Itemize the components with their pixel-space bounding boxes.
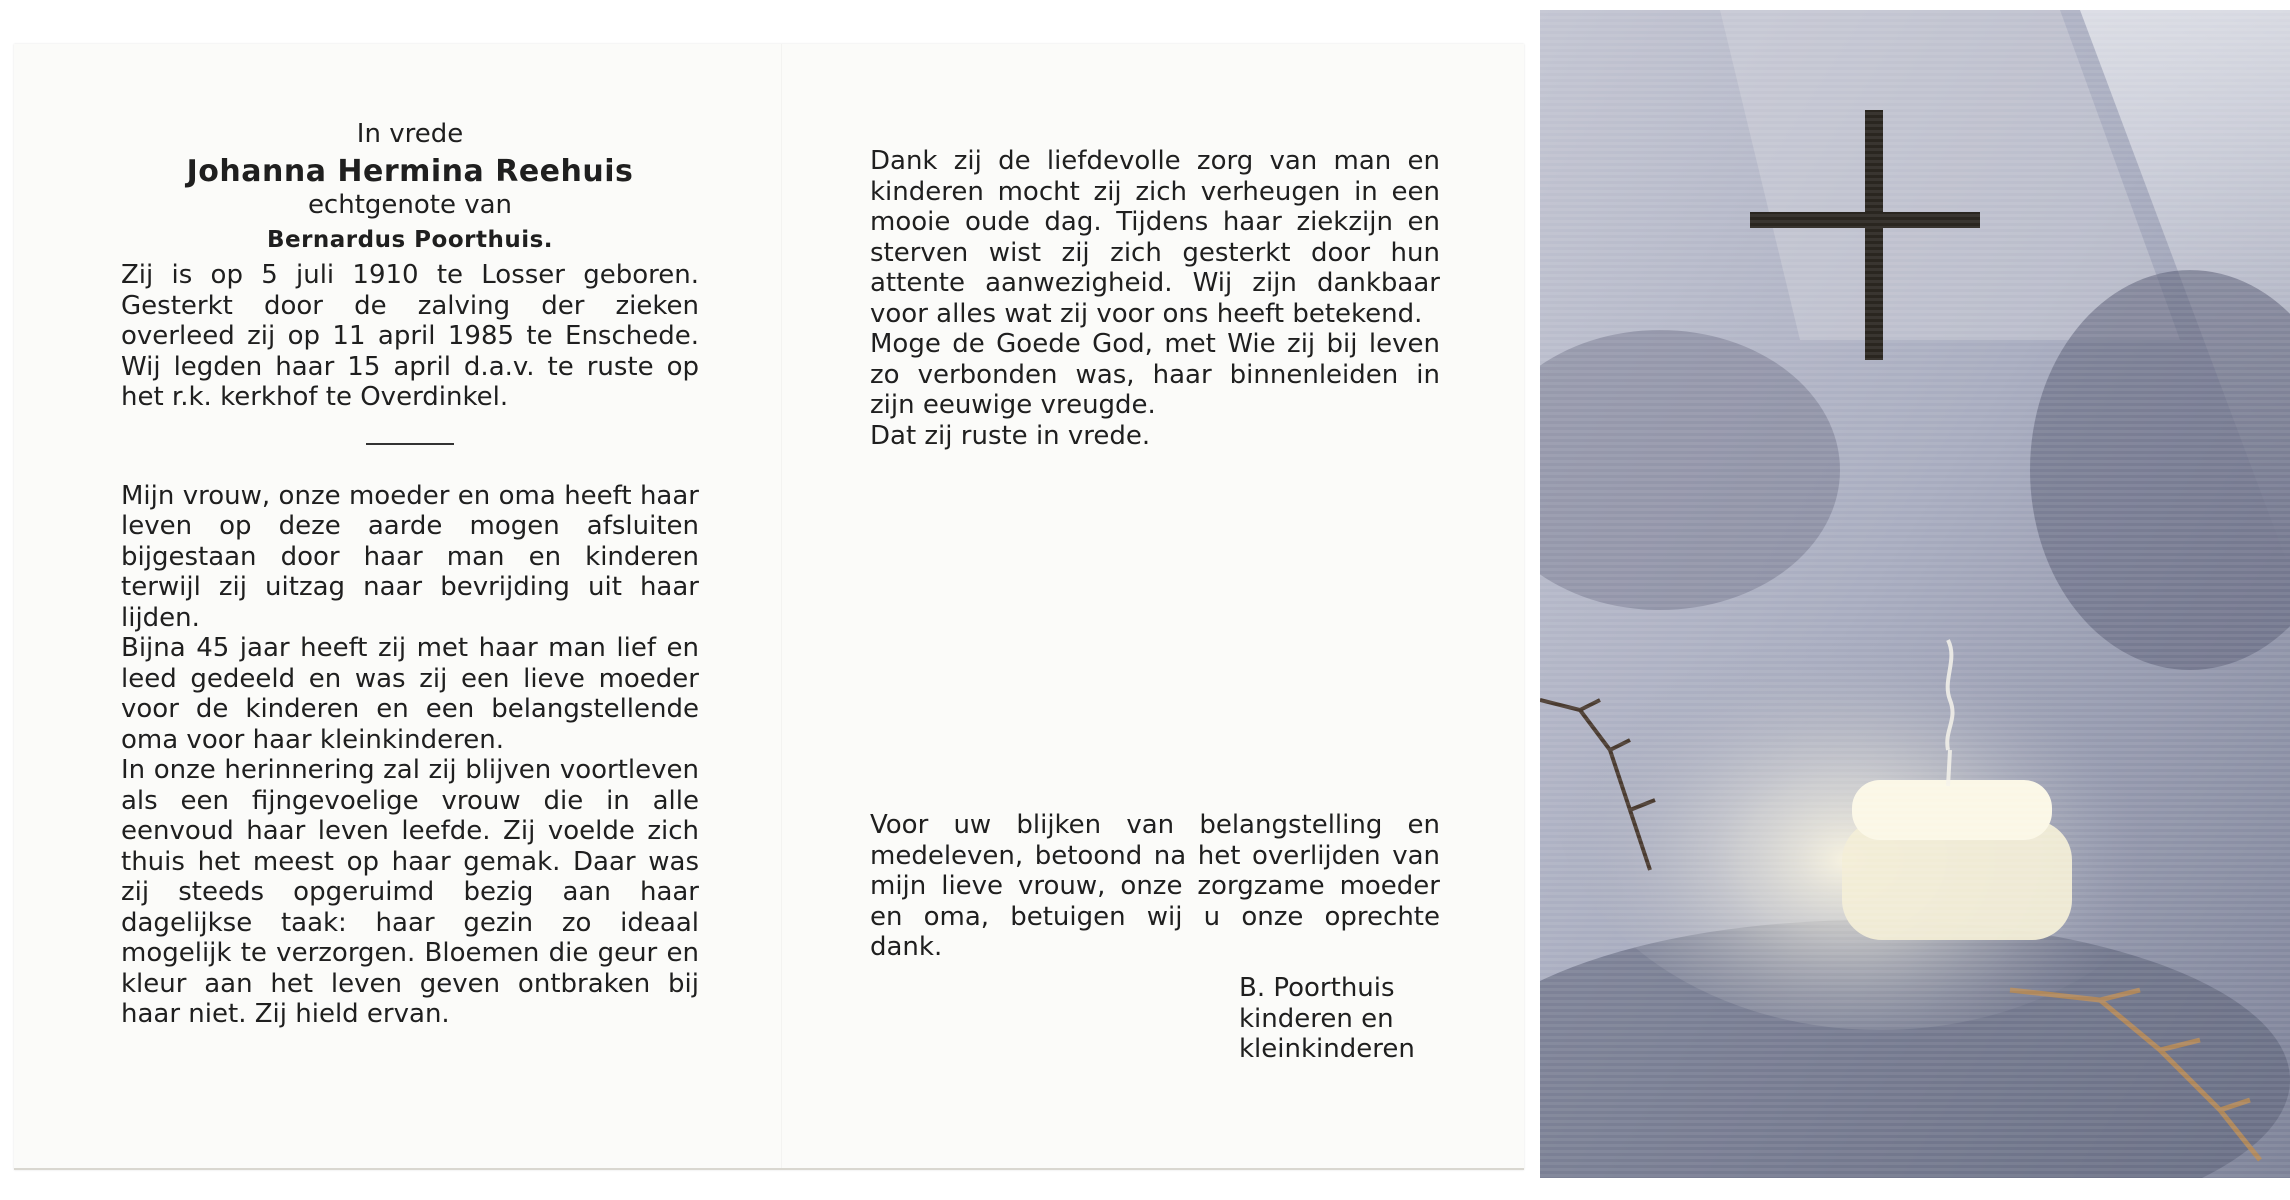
tribute-paragraph-1: Mijn vrouw, onze moeder en oma heeft haar leven op deze aarde mogen afsluiten bijgestaan door haar man en kinderen terwijl zij uitzag naar bevrijding uit haar lijden. — [121, 480, 699, 633]
cross-candle-painting — [1540, 10, 2290, 1178]
deceased-name: Johanna Hermina Reehuis — [186, 153, 634, 189]
tribute-paragraph-2: Bijna 45 jaar heeft zij met haar man lief en leed gedeeld en was zij een lieve moeder voor de kinderen en een belangstellende oma voor haar kleinkinderen. — [121, 633, 699, 755]
memorial-card — [14, 44, 1524, 1170]
painting-svg — [1540, 10, 2290, 1178]
signature-block — [1239, 973, 1459, 1065]
signature-line: kinderen en — [1239, 1003, 1394, 1034]
gratitude-paragraph-3: Dat zij ruste in vrede. — [870, 420, 1151, 451]
paper-texture — [1540, 10, 2290, 1178]
left-column — [121, 119, 699, 1030]
card-fold — [781, 44, 782, 1170]
heading-in-vrede: In vrede — [356, 119, 464, 149]
spouse-intro: echtgenote van — [307, 189, 513, 220]
card-edge — [14, 1168, 1524, 1170]
tribute-paragraph-3: In onze herinnering zal zij blijven voortleven als een fijngevoelige vrouw die in alle eenvoud haar leven leefde. Zij voelde zich thuis het meest op haar gemak. Daar was zij steeds opgeruimd bezig aan haar dagelijkse taak: haar gezin zo ideaal mogelijk te verzorgen. Bloemen die geur en kleur aan het leven geven ontbraken bij haar niet. Zij hield ervan. — [121, 755, 699, 1029]
divider-line — [366, 443, 454, 445]
bio-paragraph: Zij is op 5 juli 1910 te Losser geboren. Gesterkt door de zalving der zieken overleed zij op 11 april 1985 te Enschede. Wij legden haar 15 april d.a.v. te ruste op het r.k. kerkhof te Overdinkel. — [121, 260, 699, 412]
gratitude-paragraph-1: Dank zij de liefdevolle zorg van man en kinderen mocht zij zich verheugen in een mooie oude dag. Tijdens haar ziekzijn en sterven wist zij zich gesterkt door hun attente aanwezigheid. Wij zijn dankbaar voor alles wat zij voor ons heeft betekend. — [870, 146, 1440, 329]
signature-line: B. Poorthuis — [1239, 973, 1395, 1003]
gratitude-paragraph-2: Moge de Goede God, met Wie zij bij leven zo verbonden was, haar binnenleiden in zijn eeuwige vreugde. — [870, 329, 1440, 420]
signature-line: kleinkinderen — [1239, 1034, 1415, 1064]
spouse-name: Bernardus Poorthuis. — [266, 227, 554, 253]
right-column — [870, 146, 1440, 451]
thanks-note: Voor uw blijken van belangstelling en medeleven, betoond na het overlijden van mijn lieve vrouw, onze zorgzame moeder en oma, betuigen wij u onze oprechte dank. — [870, 810, 1440, 962]
